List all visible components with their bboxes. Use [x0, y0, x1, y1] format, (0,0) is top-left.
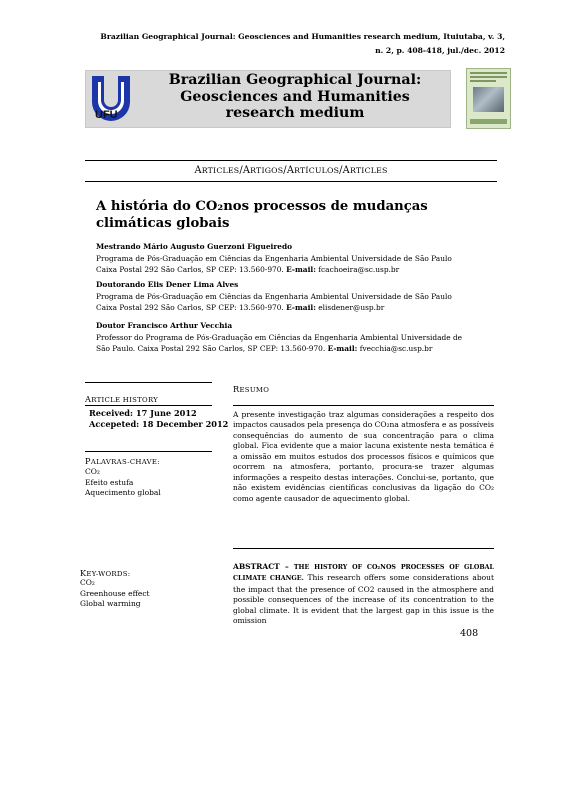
list-item: CO₂ [85, 467, 100, 476]
abstract-text [233, 562, 494, 627]
resumo-bottom-rule [233, 548, 494, 549]
article-dates [89, 408, 228, 430]
abstract-body: This research offers some considerations about the impact that the presence of CO2 caused in the atmosphere and possible consequences of the increase of its concentration to the global climate. It is evident that the largest gap in this issue is the omission [233, 573, 495, 626]
palavras-top-rule [85, 451, 212, 452]
author-email[interactable]: elisdener@usp.br [318, 303, 385, 312]
author-affiliation: Professor do Programa de Pós-Graduação em Ciências da Engenharia Ambiental Universidade de [96, 332, 463, 342]
abstract-label: ABSTRACT – [233, 562, 289, 571]
accepted-date: Accepeted: 18 December 2012 [89, 419, 229, 429]
author-email[interactable]: fvecchia@sc.usp.br [359, 344, 433, 353]
author-name: Doutorando Elis Dener Lima Alves [96, 280, 239, 289]
author-affiliation: Programa de Pós-Graduação em Ciências da Engenharia Ambiental Universidade de São Paulo [96, 291, 452, 301]
journal-title: Brazilian Geographical Journal: Geosciences and Humanities research medium [168, 72, 422, 121]
resumo-text: A presente investigação traz algumas considerações a respeito dos impactos causados pela presença do CO₂na atmosfera e as possíveis consequências do aumento de sua concentração para o clima global. Fica evidente que a maior lacuna existente nesta temática é a omissão em muitos estudos dos processos físicos e químicos que ocorrem na atmosfera, portanto, procura-se trazer algumas informações a respeito destas interações. Conclui-se, portanto, que não existem evidências científicas conclusivas da ligação do CO₂ como agente causador de aquecimento global. [233, 410, 494, 503]
list-item: Global warming [80, 599, 141, 608]
author-block: Doutor Francisco Arthur Vecchia Professor do Programa de Pós-Graduação em Ciências da Engenharia Ambiental Universidade de São Paulo. Caixa Postal 292 São Carlos, SP CEP: 13.560-970. E-mail: fvecchia@sc.usp.br [96, 320, 496, 355]
citation-line-1: Brazilian Geographical Journal: Geosciences and Humanities research medium, Ituiutaba, v. 3, [100, 32, 505, 41]
abstract-title: THE HISTORY OF CO₂NOS PROCESSES OF GLOBAL CLIMATE CHANGE. [233, 564, 494, 583]
list-item: Efeito estufa [85, 477, 134, 487]
journal-cover-thumbnail [466, 68, 511, 129]
list-item: Aquecimento global [85, 488, 161, 497]
ufu-logo-text: UFU [95, 109, 118, 121]
journal-citation [80, 30, 505, 58]
list-item: CO₂ [80, 578, 95, 587]
author-name: Mestrando Mário Augusto Guerzoni Figueiredo [96, 242, 293, 251]
page-number: 408 [460, 628, 479, 639]
history-bottom-rule [85, 405, 212, 406]
author-block: Mestrando Mário Augusto Guerzoni Figueiredo Programa de Pós-Graduação em Ciências da Engenharia Ambiental Universidade de São Paulo Caixa Postal 292 São Carlos, SP CEP: 13.560-970. E-mail: fcachoeira@sc.usp.br [96, 241, 496, 276]
palavras-chave-label: PALAVRAS-CHAVE: [85, 456, 160, 466]
section-top-rule [85, 160, 497, 161]
author-email[interactable]: fcachoeira@sc.usp.br [318, 265, 400, 274]
received-date: Received: 17 June 2012 [89, 408, 197, 418]
section-label: ARTICLES/ARTIGOS/ARTÍCULOS/ARTICLES [194, 165, 388, 176]
history-top-rule [85, 382, 212, 383]
resumo-top-rule [233, 405, 494, 406]
list-item: Greenhouse effect [80, 588, 150, 598]
palavras-chave-list [85, 467, 161, 499]
author-block: Doutorando Elis Dener Lima Alves Programa de Pós-Graduação em Ciências da Engenharia Ambiental Universidade de São Paulo Caixa Postal 292 São Carlos, SP CEP: 13.560-970. E-mail: elisdener@usp.br [96, 279, 496, 314]
section-bottom-rule [85, 181, 497, 182]
article-history-label: ARTICLE HISTORY [85, 394, 159, 404]
article-title: A história do CO₂nos processos de mudanças climáticas globais [96, 199, 428, 231]
resumo-label: RESUMO [233, 384, 270, 394]
key-words-list [80, 578, 150, 610]
author-name: Doutor Francisco Arthur Vecchia [96, 321, 233, 330]
author-affiliation: Programa de Pós-Graduação em Ciências da Engenharia Ambiental Universidade de São Paulo [96, 253, 452, 263]
key-words-label: KEY-WORDS: [80, 568, 131, 578]
citation-line-2: n. 2, p. 408-418, jul./dec. 2012 [375, 46, 505, 55]
